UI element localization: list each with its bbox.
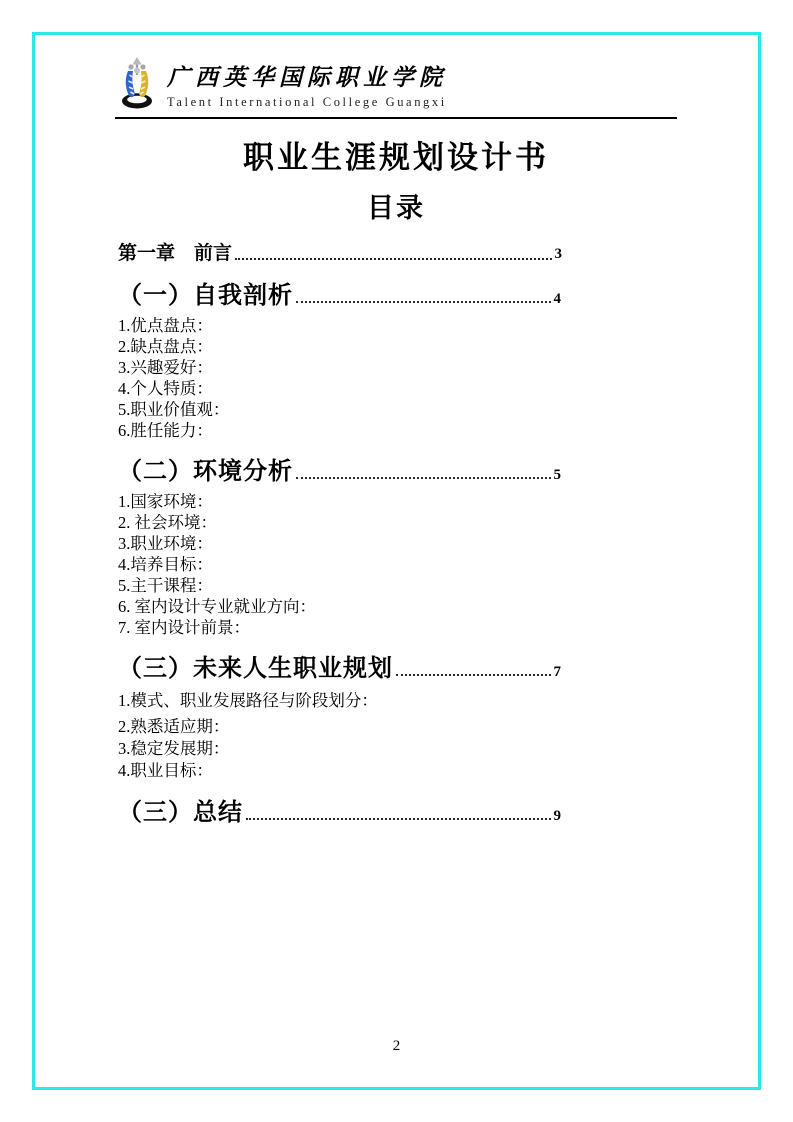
document-title: 职业生涯规划设计书 [243, 140, 549, 176]
toc-entry [118, 238, 562, 265]
toc-entry-page-number: 7 [553, 664, 562, 680]
toc-item: 2.缺点盘点： [118, 337, 213, 356]
toc-item: 3.稳定发展期： [118, 739, 230, 758]
toc-item: 5.主干课程： [118, 576, 213, 595]
letterhead [115, 56, 677, 110]
toc-entry [118, 648, 562, 683]
toc-entry [118, 451, 562, 486]
toc-item: 6.胜任能力： [118, 421, 213, 440]
toc-list [115, 238, 562, 827]
college-name-en: Talent International College Guangxi [167, 95, 447, 109]
toc-item: 3.职业环境： [118, 534, 213, 553]
dot-leader [246, 818, 551, 820]
college-crest-icon [117, 56, 157, 110]
toc-item: 4.培养目标： [118, 555, 213, 574]
toc-item: 4.职业目标： [118, 761, 213, 780]
toc-entry [118, 275, 562, 310]
toc-entry-page-number: 9 [553, 808, 562, 824]
toc-entry-label: （一）自我剖析 [118, 280, 293, 309]
toc-item: 1.模式、职业发展路径与阶段划分： [118, 691, 378, 710]
toc-item: 1.国家环境： [118, 492, 213, 511]
toc-item-group [118, 690, 562, 782]
toc-entry-label: 第一章 前言 [118, 242, 233, 264]
college-name-zh: 广西英华国际职业学院 [167, 64, 447, 91]
page-content [115, 56, 677, 827]
toc-entry-page-number: 5 [553, 467, 562, 483]
toc-entry [118, 792, 562, 827]
college-names [167, 56, 447, 110]
toc-item: 4.个人特质： [118, 379, 213, 398]
toc-item: 3.兴趣爱好： [118, 358, 213, 377]
toc-entry-label: （二）环境分析 [118, 456, 293, 485]
dot-leader [296, 301, 551, 303]
page-number: 2 [392, 1038, 401, 1054]
toc-item: 2.熟悉适应期： [118, 717, 230, 736]
toc-item: 1.优点盘点： [118, 316, 213, 335]
toc-entry-page-number: 4 [553, 291, 562, 307]
toc-entry-label: （三）未来人生职业规划 [118, 653, 393, 682]
dot-leader [235, 258, 551, 260]
toc-item: 2. 社会环境： [118, 513, 217, 532]
toc-item-group [118, 491, 562, 638]
dot-leader [396, 674, 551, 676]
toc-item: 5.职业价值观： [118, 400, 230, 419]
toc-item: 6. 室内设计专业就业方向： [118, 597, 316, 616]
header-rule [115, 117, 677, 119]
toc-item-group [118, 315, 562, 441]
toc-entry-page-number: 3 [554, 246, 562, 262]
dot-leader [296, 477, 551, 479]
toc-item: 7. 室内设计前景： [118, 618, 250, 637]
toc-entry-label: （三）总结 [118, 797, 243, 826]
toc-heading: 目录 [367, 193, 425, 224]
